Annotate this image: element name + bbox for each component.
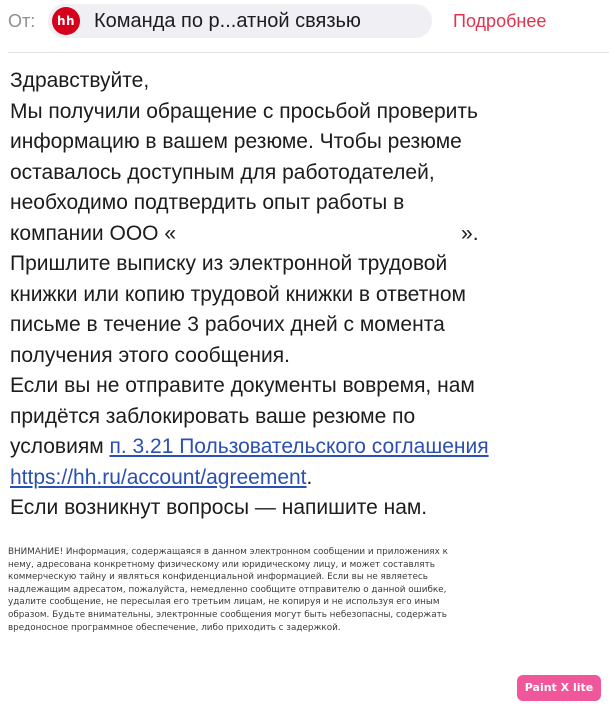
- body-line-company: [10, 219, 600, 250]
- body-line-url: [10, 463, 600, 494]
- body-line: книжки или копию трудовой книжки в ответном: [10, 282, 466, 306]
- company-prefix: компании ООО «: [10, 221, 177, 245]
- agreement-link[interactable]: п. 3.21 Пользовательского соглашения: [109, 435, 489, 458]
- disclaimer-line: удалите сообщение, не пересылая его третьим лицам, не копируя и не используя его иным: [8, 597, 440, 608]
- terms-prefix: условиям: [10, 435, 110, 458]
- details-button[interactable]: Подробнее: [453, 11, 547, 31]
- message-body: [10, 66, 600, 524]
- greeting: Здравствуйте,: [10, 69, 150, 92]
- body-line: необходимо подтвердить опыт работы в: [10, 191, 405, 214]
- from-label: От:: [8, 11, 36, 31]
- disclaimer-line: надлежащим адресатом, пожалуйста, немедленно сообщите отправителю о данной ошибке,: [8, 584, 447, 595]
- disclaimer-line: ВНИМАНИЕ! Информация, содержащаяся в данном электронном сообщении и приложениях к: [8, 547, 448, 557]
- body-line: оставалось доступным для работодателей,: [10, 160, 435, 184]
- disclaimer-line: образом. Будьте внимательны, электронные сообщения могут быть небезопасны, содержать: [8, 609, 447, 620]
- disclaimer-line: коммерческую тайну и являться конфиденциальной информацией. Если вы не являетесь: [8, 572, 428, 583]
- body-line-terms: [10, 432, 600, 463]
- email-header: [0, 0, 609, 46]
- disclaimer-line: вредоносное программное обеспечение, либо приходить с задержкой.: [8, 622, 341, 633]
- body-line: придётся заблокировать ваше резюме по: [10, 404, 416, 428]
- body-line: Пришлите выписку из электронной трудовой: [10, 252, 448, 275]
- closing-line: Если возникнут вопросы — напишите нам.: [10, 496, 428, 519]
- disclaimer-line: нему, адресована конкретному физическому или юридическому лицу, и может составлять: [8, 559, 435, 570]
- body-line: письме в течение 3 рабочих дней с момента: [10, 313, 445, 336]
- agreement-url-link[interactable]: https://hh.ru/account/agreement: [10, 465, 307, 489]
- header-divider: [8, 52, 609, 53]
- body-line: информацию в вашем резюме. Чтобы резюме: [10, 130, 462, 153]
- hh-logo-icon: hh: [52, 7, 80, 35]
- paint-x-lite-watermark: Paint X lite: [517, 675, 601, 701]
- body-line: Мы получили обращение с просьбой проверить: [10, 99, 478, 123]
- legal-disclaimer: [8, 546, 603, 634]
- sender-name: Команда по р...атной связью: [94, 10, 361, 32]
- company-suffix: ».: [461, 221, 479, 245]
- url-suffix: .: [306, 465, 313, 489]
- sender-chip[interactable]: [48, 4, 432, 38]
- body-line: Если вы не отправите документы вовремя, нам: [10, 374, 475, 397]
- body-line: получения этого сообщения.: [10, 343, 290, 367]
